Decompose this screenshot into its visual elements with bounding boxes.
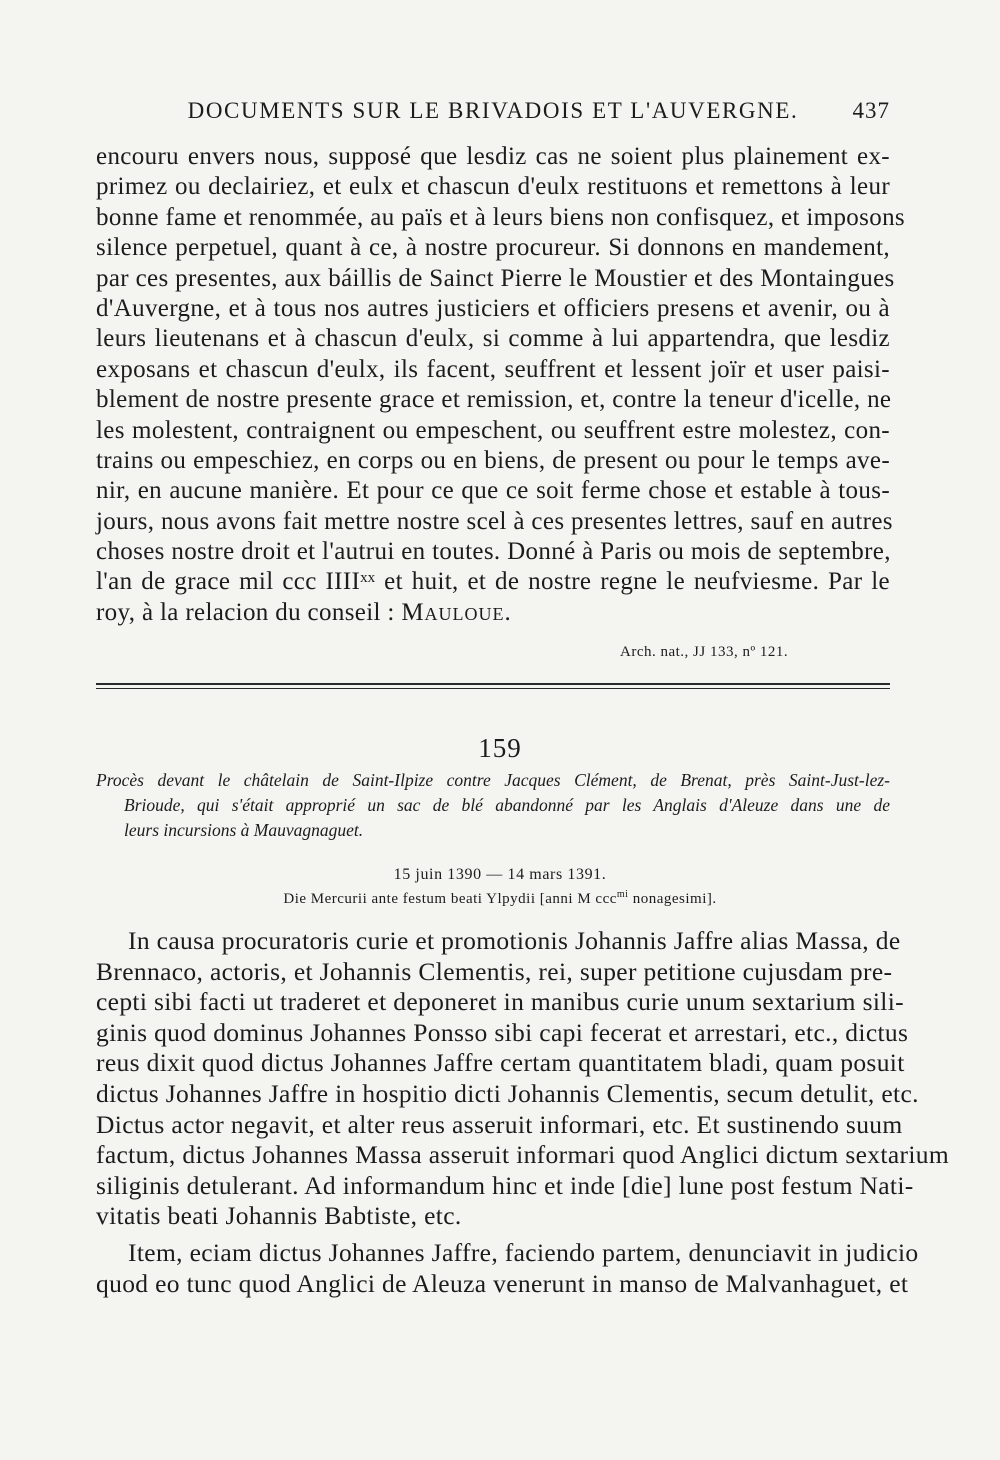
divider-rule-thin: [96, 688, 890, 689]
text-line: les molestent, contraignent ou empeschent, ou seuffrent estre molestez, con-: [96, 416, 890, 444]
signature: Mauloue.: [401, 598, 512, 626]
source-reference: Arch. nat., JJ 133, nº 121.: [620, 644, 789, 660]
title-line: Procès devant le châtelain de Saint-Ilpize contre Jacques Clément, de Brenat, près Saint-Just-lez-: [96, 770, 890, 790]
text-line: ginis quod dominus Johannes Ponsso sibi capi fecerat et arrestari, etc., dictus: [96, 1017, 909, 1047]
text-line: choses nostre droit et l'autrui en toutes. Donné à Paris ou mois de septembre,: [96, 538, 891, 566]
text-line: encouru envers nous, supposé que lesdiz cas ne soient plus plainement ex-: [96, 143, 890, 170]
title-line: leurs incursions à Mauvagnaguet.: [124, 820, 364, 840]
text-line: silence perpetuel, quant à ce, à nostre procureur. Si donnons en mandement,: [96, 234, 890, 262]
text-line: l'an de grace mil ccc IIIIˣˣ et huit, et de nostre regne le neufviesme. Par le: [96, 568, 890, 596]
text-line: blement de nostre presente grace et remission, et, contre la teneur d'icelle, ne: [96, 386, 892, 414]
text-line: dictus Johannes Jaffre in hospitio dicti Johannis Clementis, secum detulit, etc.: [96, 1078, 919, 1108]
divider-rule-thick: [96, 683, 890, 685]
text-line: trains ou empeschiez, en corps ou en biens, de present ou pour le temps ave-: [96, 446, 890, 474]
text-line: jours, nous avons fait mettre nostre scel à ces presentes lettres, sauf en autres: [96, 507, 893, 535]
text-line: vitatis beati Johannis Babtiste, etc.: [96, 1201, 462, 1231]
document-dating: [0, 889, 1000, 908]
dating-suffix: nonagesimi].: [628, 891, 717, 907]
text-line: quod eo tunc quod Anglici de Aleuza venerunt in manso de Malvanhaguet, et: [96, 1268, 909, 1298]
text-line: siliginis detulerant. Ad informandum hinc et inde [die] lune post festum Nati-: [96, 1170, 914, 1200]
text-line: primez ou declairiez, et eulx et chascun d'eulx restituons et remettons à leur: [96, 173, 890, 201]
text-line: Dictus actor negavit, et alter reus asseruit informari, etc. Et sustinendo suum: [96, 1109, 903, 1139]
text-line: par ces presentes, aux báillis de Sainct Pierre le Moustier et des Montaingues: [96, 264, 895, 292]
dating-prefix: Die Mercurii ante festum beati Ylpydii [anni M ccc: [283, 891, 617, 907]
previous-document-text: [96, 142, 906, 628]
closing-line: [96, 598, 890, 628]
text-line: Brennaco, actoris, et Johannis Clementis, rei, super petitione cujusdam pre-: [96, 956, 893, 986]
text-line: leurs lieutenans et à chascun d'eulx, si comme à lui appartendra, que lesdiz: [96, 325, 890, 353]
page-number: 437: [852, 98, 890, 123]
text-line: cepti sibi facti ut traderet et deponeret in manibus curie unum sextarium sili-: [96, 987, 904, 1017]
running-head: [96, 98, 890, 128]
text-line: factum, dictus Johannes Massa asseruit informari quod Anglici dictum sextarium: [96, 1140, 950, 1170]
text-line: Item, eciam dictus Johannes Jaffre, faciendo partem, denunciavit in judicio: [128, 1237, 919, 1267]
text-line: d'Auvergne, et à tous nos autres justiciers et officiers presens et avenir, ou à: [96, 294, 890, 322]
text-line: reus dixit quod dictus Johannes Jaffre certam quantitatem bladi, quam posuit: [96, 1048, 905, 1078]
document-title: [96, 768, 890, 843]
closing-text: roy, à la relacion du conseil :: [96, 598, 402, 626]
document-body-text: [96, 926, 950, 1299]
text-line: In causa procuratoris curie et promotionis Johannis Jaffre alias Massa, de: [128, 926, 901, 955]
document-number: 159: [478, 733, 522, 763]
text-line: nir, en aucune manière. Et pour ce que ce soit ferme chose et estable à tous-: [96, 477, 890, 505]
dating-superscript: mi: [616, 889, 629, 900]
text-line: bonne fame et renommée, au païs et à leurs biens non confisquez, et imposons: [96, 203, 906, 231]
running-title: DOCUMENTS SUR LE BRIVADOIS ET L'AUVERGNE.: [187, 98, 799, 123]
text-line: exposans et chascun d'eulx, ils facent, seuffrent et lessent joïr et user paisi-: [96, 355, 890, 383]
title-line: Brioude, qui s'était approprié un sac de blé abandonné par les Anglais d'Aleuze dans une de: [124, 795, 890, 815]
document-date: 15 juin 1390 — 14 mars 1391.: [393, 866, 607, 883]
section-divider: [96, 683, 890, 689]
